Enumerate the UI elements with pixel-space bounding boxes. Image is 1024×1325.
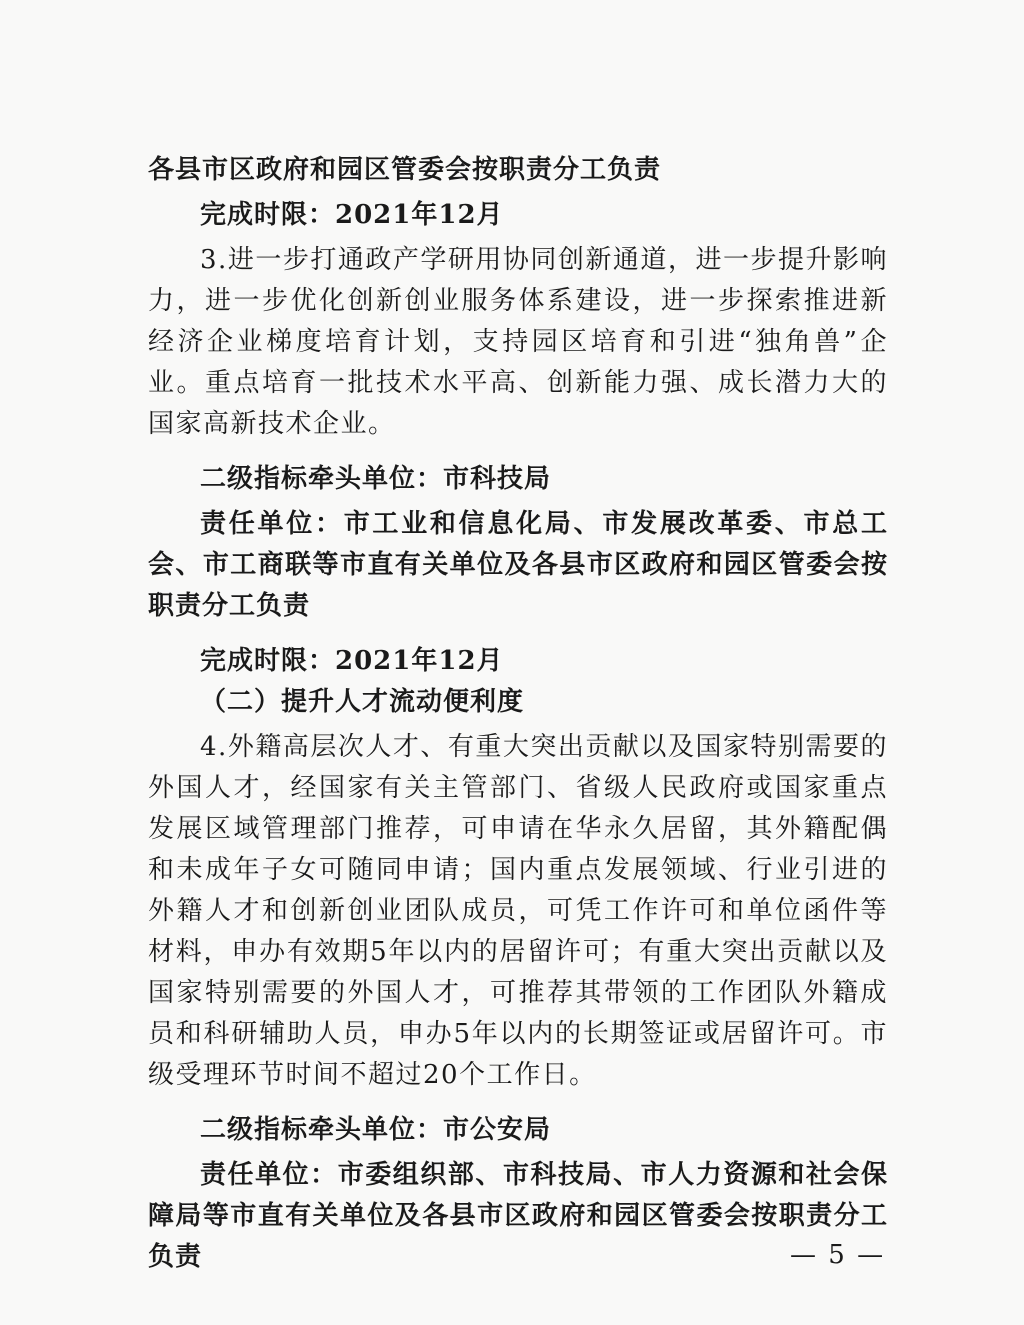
responsible-units-2: 责任单位：市委组织部、市科技局、市人力资源和社会保障局等市直有关单位及各县市区政府和园区管委会按职责分工负责 xyxy=(148,1160,888,1272)
responsible-units-1: 责任单位：市工业和信息化局、市发展改革委、市总工会、市工商联等市直有关单位及各县市区政府和园区管委会按职责分工负责 xyxy=(148,509,888,621)
item-3-paragraph: 3.进一步打通政产学研用协同创新通道，进一步提升影响力，进一步优化创新创业服务体系建设，进一步探索推进新经济企业梯度培育计划，支持园区培育和引进“独角兽”企业。重点培育一批技术水平高、创新能力强、成长潜力大的国家高新技术企业。 xyxy=(148,245,888,439)
section-heading-2: （二）提升人才流动便利度 xyxy=(200,687,525,717)
page-number: — 5 — xyxy=(790,1240,886,1270)
item-4-paragraph: 4.外籍高层次人才、有重大突出贡献以及国家特别需要的外国人才，经国家有关主管部门、省级人民政府或国家重点发展区域管理部门推荐，可申请在华永久居留，其外籍配偶和未成年子女可随同申请；国内重点发展领域、行业引进的外籍人才和创新创业团队成员，可凭工作许可和单位函件等材料，申办有效期5年以内的居留许可；有重大突出贡献以及国家特别需要的外国人才，可推荐其带领的工作团队外籍成员和科研辅助人员，申办5年以内的长期签证或居留许可。市级受理环节时间不超过20个工作日。 xyxy=(148,732,888,1090)
document-body xyxy=(148,150,888,1278)
deadline-2: 完成时限：2021年12月 xyxy=(200,646,504,676)
lead-unit-1: 二级指标牵头单位：市科技局 xyxy=(200,464,552,494)
responsibility-continued: 各县市区政府和园区管委会按职责分工负责 xyxy=(148,155,662,185)
lead-unit-2: 二级指标牵头单位：市公安局 xyxy=(200,1115,552,1145)
deadline-1: 完成时限：2021年12月 xyxy=(200,200,504,230)
